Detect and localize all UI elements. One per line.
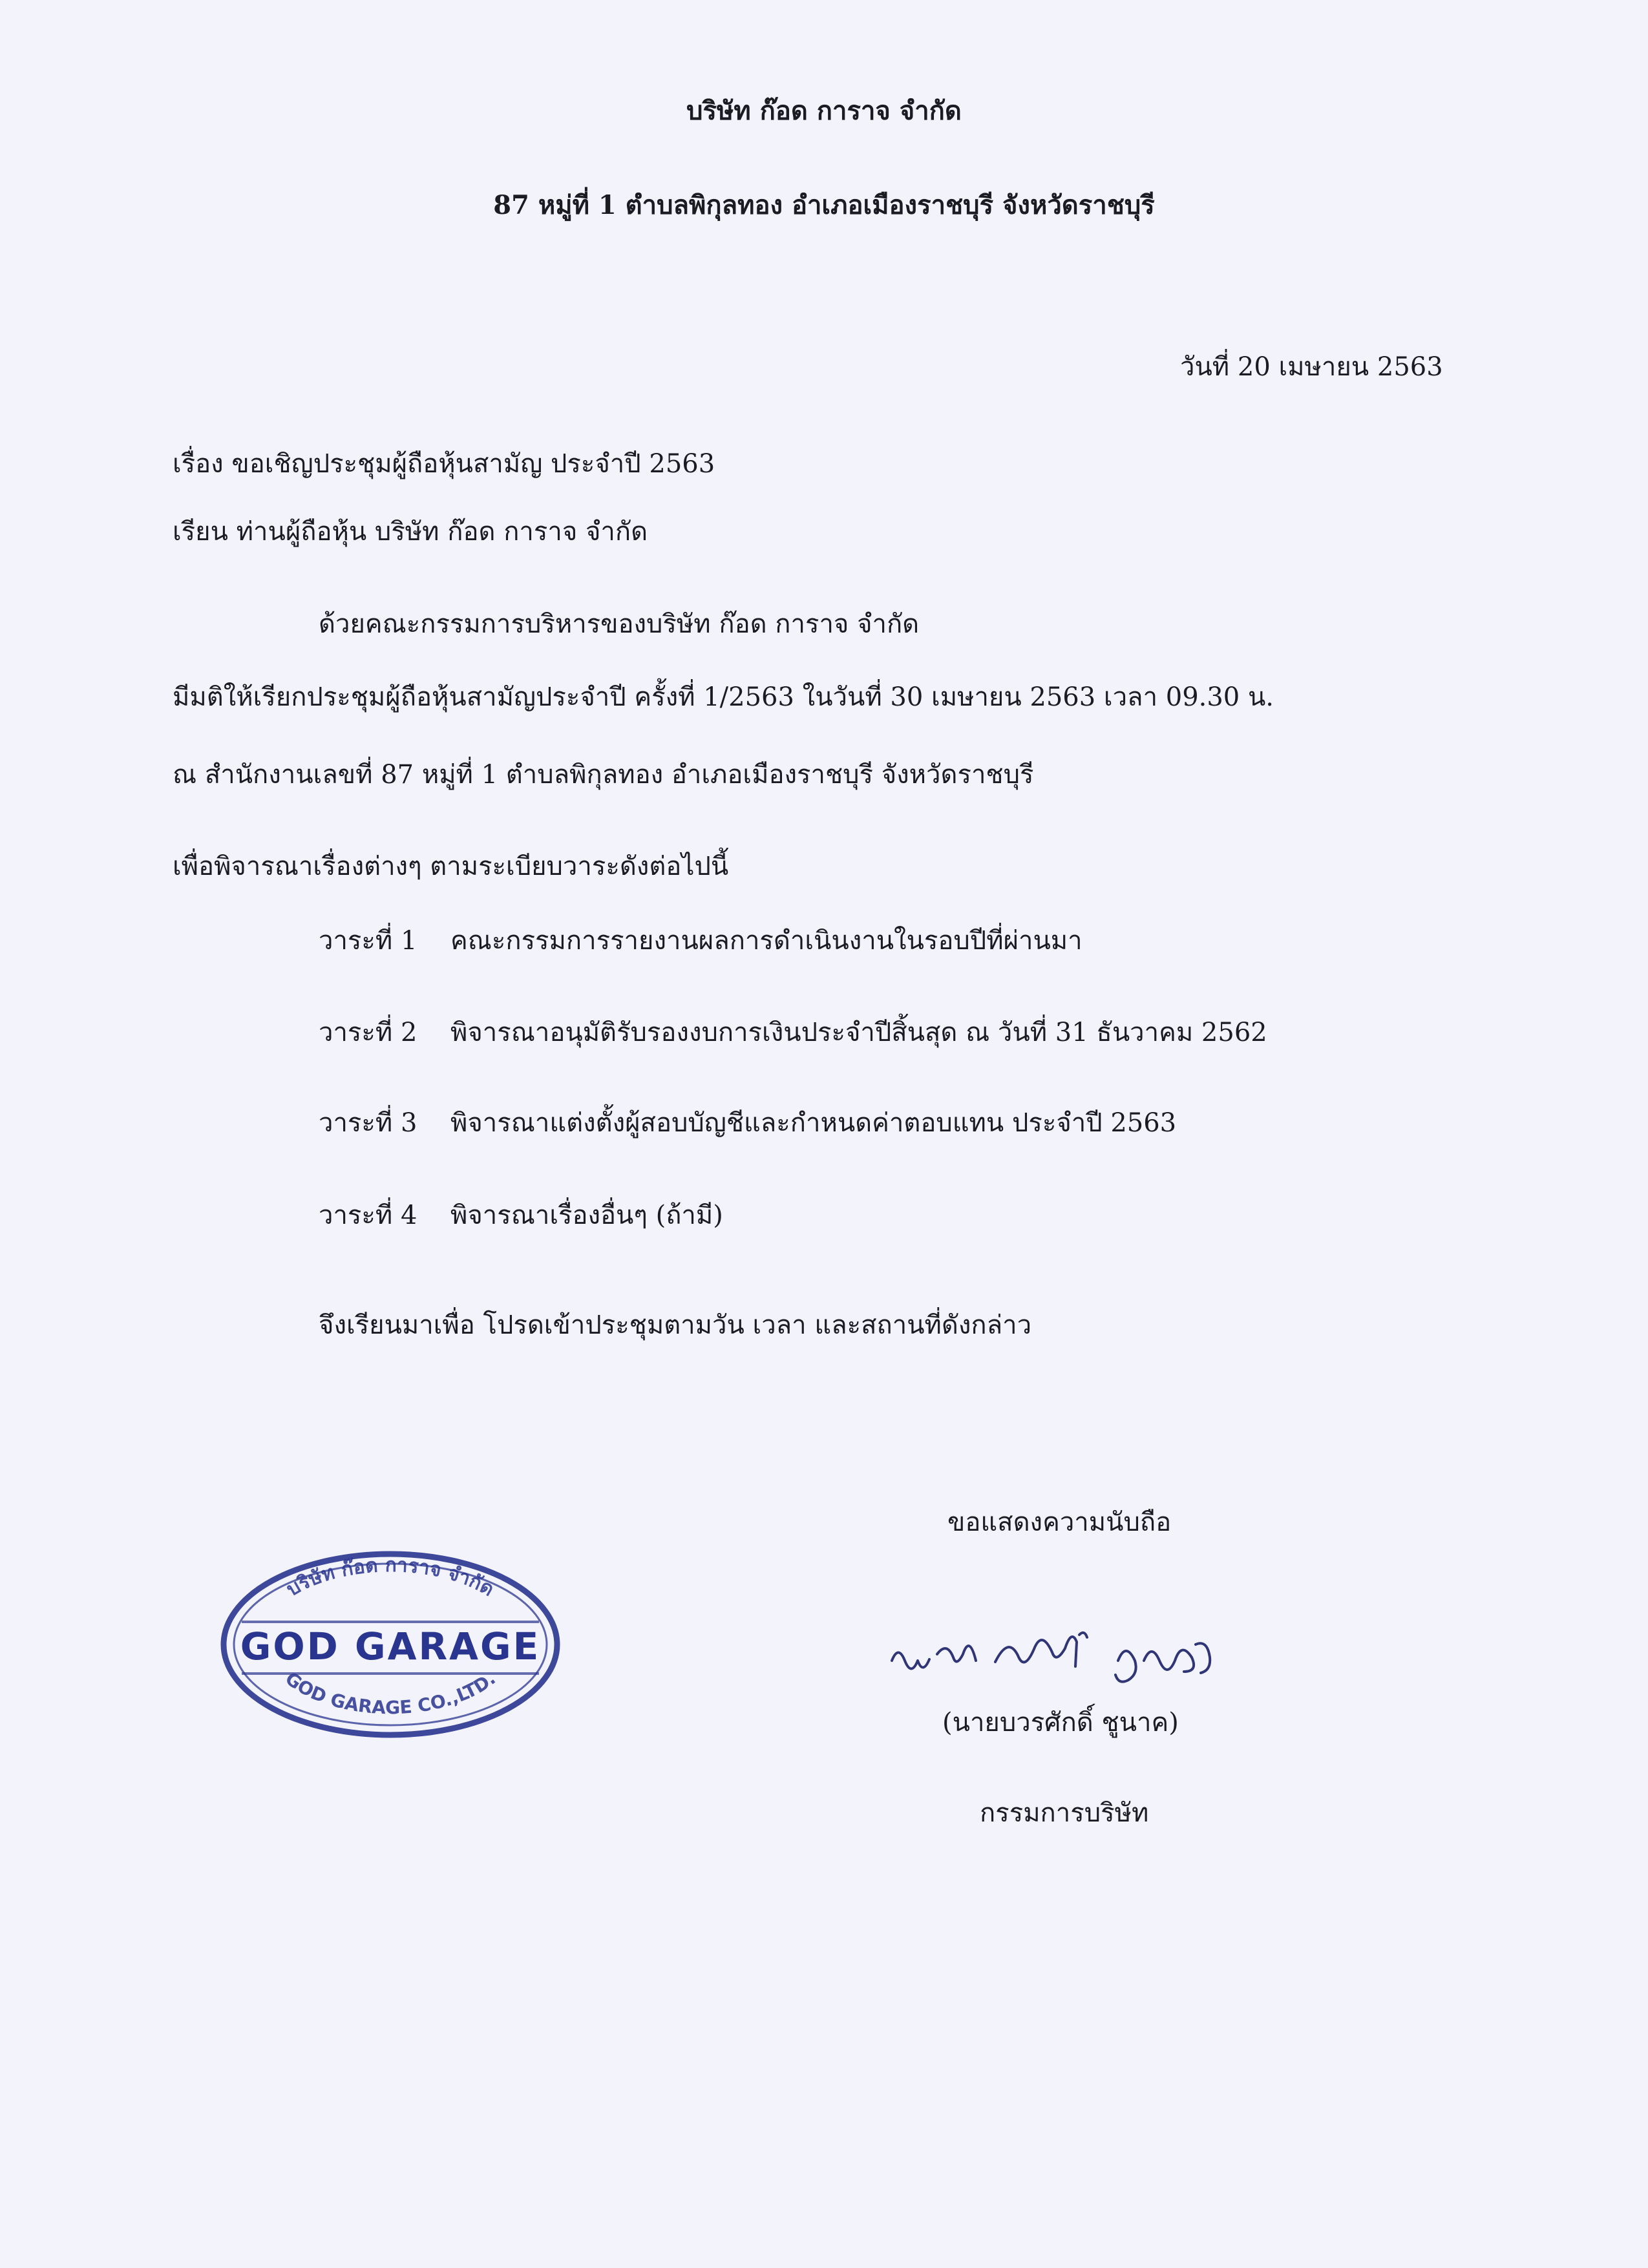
agenda-number: วาระที่ 2 [319,1018,417,1047]
agenda-number: วาระที่ 4 [319,1201,417,1230]
agenda-text: พิจารณาแต่งตั้งผู้สอบบัญชีและกำหนดค่าตอบแทน ประจำปี 2563 [450,1108,1177,1138]
agenda-text: พิจารณาเรื่องอื่นๆ (ถ้ามี) [450,1201,723,1230]
letter-recipient: เรียน ท่านผู้ถือหุ้น บริษัท ก๊อด การาจ จำกัด [173,517,648,547]
body-line-1: ด้วยคณะกรรมการบริหารของบริษัท ก๊อด การาจ จำกัด [319,609,920,639]
signer-title: กรรมการบริษัท [980,1798,1149,1828]
body-line-2: มีมติให้เรียกประชุมผู้ถือหุ้นสามัญประจำปี ครั้งที่ 1/2563 ในวันที่ 30 เมษายน 2563 เวลา 09.30 น. [173,682,1274,712]
company-address: 87 หมู่ที่ 1 ตำบลพิกุลทอง อำเภอเมืองราชบุรี จังหวัดราชบุรี [493,190,1155,220]
handwritten-signature [885,1615,1221,1699]
agenda-text: คณะกรรมการรายงานผลการดำเนินงานในรอบปีที่ผ่านมา [450,926,1083,956]
letter-date: วันที่ 20 เมษายน 2563 [1180,352,1443,382]
company-stamp [216,1546,565,1743]
agenda-number: วาระที่ 3 [319,1108,417,1138]
closing-line: จึงเรียนมาเพื่อ โปรดเข้าประชุมตามวัน เวลา และสถานที่ดังกล่าว [319,1310,1032,1340]
svg-text:GOD GARAGE CO.,LTD. [281,1668,500,1718]
letter-subject: เรื่อง ขอเชิญประชุมผู้ถือหุ้นสามัญ ประจำปี 2563 [173,449,715,479]
agenda-text: พิจารณาอนุมัติรับรองงบการเงินประจำปีสิ้นสุด ณ วันที่ 31 ธันวาคม 2562 [450,1018,1267,1047]
stamp-top-text: บริษัท ก๊อด การาจ จำกัด [282,1554,498,1601]
stamp-brand: GOD GARAGE [240,1624,541,1668]
body-line-4: เพื่อพิจารณาเรื่องต่างๆ ตามระเบียบวาระดังต่อไปนี้ [173,852,729,881]
regards-text: ขอแสดงความนับถือ [947,1507,1172,1537]
body-line-3: ณ สำนักงานเลขที่ 87 หมู่ที่ 1 ตำบลพิกุลทอง อำเภอเมืองราชบุรี จังหวัดราชบุรี [173,760,1034,790]
agenda-number: วาระที่ 1 [319,926,417,956]
stamp-bottom-text: GOD GARAGE CO.,LTD. [281,1667,500,1719]
signer-name: (นายบวรศักดิ์ ชูนาค) [942,1708,1179,1738]
company-name: บริษัท ก๊อด การาจ จำกัด [686,96,962,126]
